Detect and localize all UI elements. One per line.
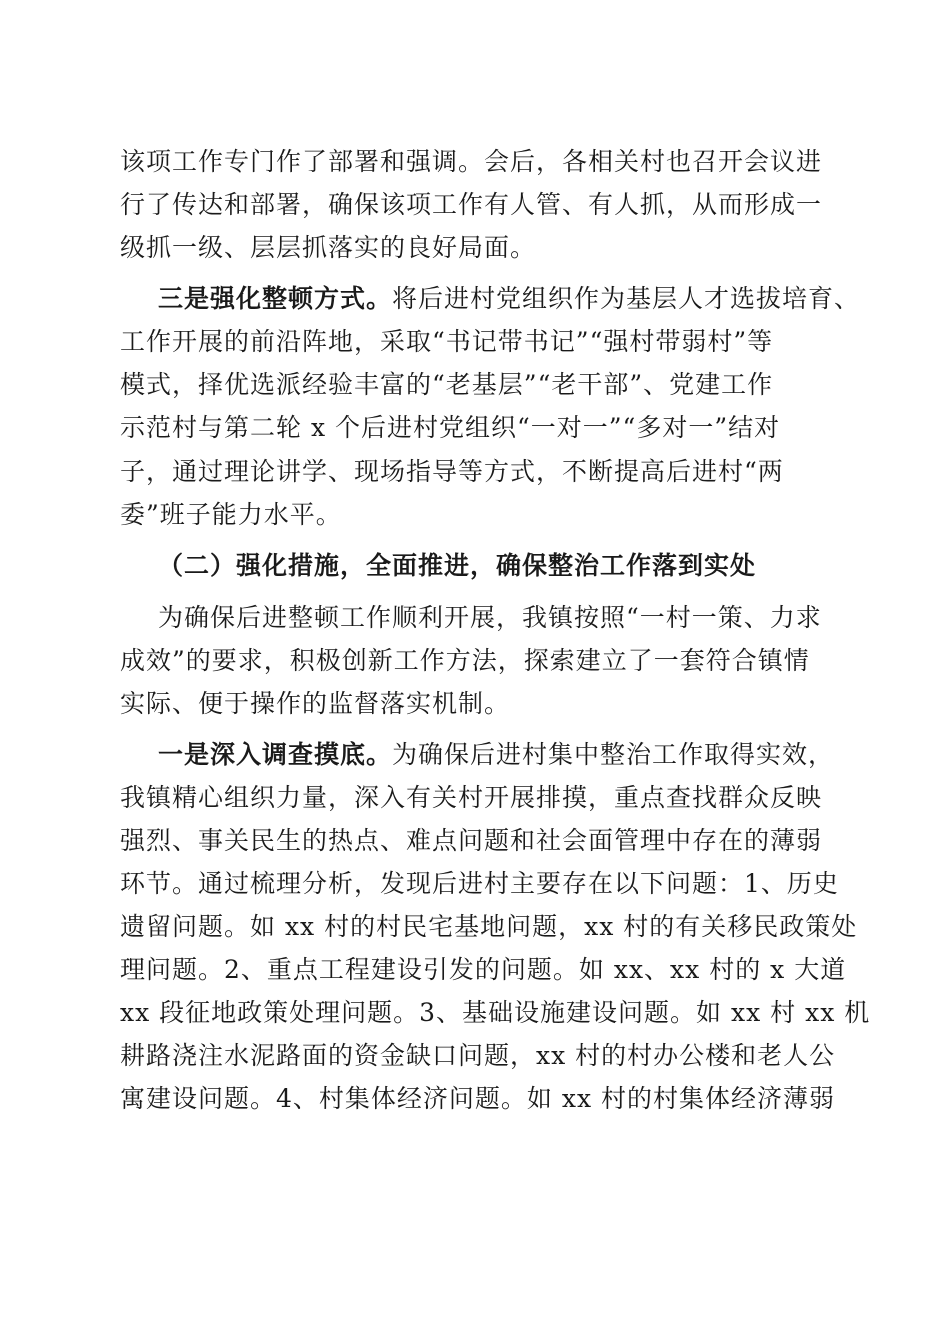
paragraph-3-line-3: 实际、便于操作的监督落实机制。 — [120, 689, 511, 718]
paragraph-2-line-2: 工作开展的前沿阵地，采取“书记带书记”“强村带弱村”等 — [120, 327, 774, 356]
paragraph-4-line-1-rest: 为确保后进村集中整治工作取得实效， — [392, 740, 835, 769]
paragraph-1-line-3: 级抓一级、层层抓落实的良好局面。 — [120, 233, 537, 262]
section-heading: （二）强化措施，全面推进，确保整治工作落到实处 — [158, 551, 757, 580]
paragraph-2-line-1 — [158, 284, 860, 314]
paragraph-1-line-2: 行了传达和部署，确保该项工作有人管、有人抓，从而形成一 — [120, 190, 823, 219]
paragraph-2-line-3: 模式，择优选派经验丰富的“老基层”“老干部”、党建工作 — [120, 370, 774, 399]
paragraph-4-line-8: 耕路浇注水泥路面的资金缺口问题，xx 村的村办公楼和老人公 — [120, 1041, 836, 1070]
paragraph-3-line-1: 为确保后进整顿工作顺利开展，我镇按照“一村一策、力求 — [158, 603, 822, 632]
paragraph-2-line-4: 示范村与第二轮 x 个后进村党组织“一对一”“多对一”结对 — [120, 413, 781, 442]
paragraph-4-line-1 — [158, 740, 834, 770]
paragraph-2-line-6: 委”班子能力水平。 — [120, 500, 342, 529]
paragraph-4-line-9: 寓建设问题。4、村集体经济问题。如 xx 村的村集体经济薄弱 — [120, 1084, 835, 1113]
paragraph-4-line-4: 环节。通过梳理分析，发现后进村主要存在以下问题：1、历史 — [120, 869, 839, 898]
paragraph-4-line-5: 遗留问题。如 xx 村的村民宅基地问题，xx 村的有关移民政策处 — [120, 912, 858, 941]
paragraph-2-line-5: 子，通过理论讲学、现场指导等方式，不断提高后进村“两 — [120, 457, 784, 486]
paragraph-2-line-1-rest: 将后进村党组织作为基层人才选拔培育、 — [392, 284, 861, 313]
paragraph-3-line-2: 成效”的要求，积极创新工作方法，探索建立了一套符合镇情 — [120, 646, 810, 675]
paragraph-1-line-1: 该项工作专门作了部署和强调。会后，各相关村也召开会议进 — [120, 147, 823, 176]
paragraph-4-line-7: xx 段征地政策处理问题。3、基础设施建设问题。如 xx 村 xx 机 — [120, 998, 871, 1027]
paragraph-4-line-6: 理问题。2、重点工程建设引发的问题。如 xx、xx 村的 x 大道 — [120, 955, 847, 984]
paragraph-4-line-3: 强烈、事关民生的热点、难点问题和社会面管理中存在的薄弱 — [120, 826, 823, 855]
paragraph-2-lead: 三是强化整顿方式。 — [158, 284, 393, 313]
paragraph-4-line-2: 我镇精心组织力量，深入有关村开展排摸，重点查找群众反映 — [120, 783, 823, 812]
paragraph-4-lead: 一是深入调查摸底。 — [158, 740, 393, 769]
